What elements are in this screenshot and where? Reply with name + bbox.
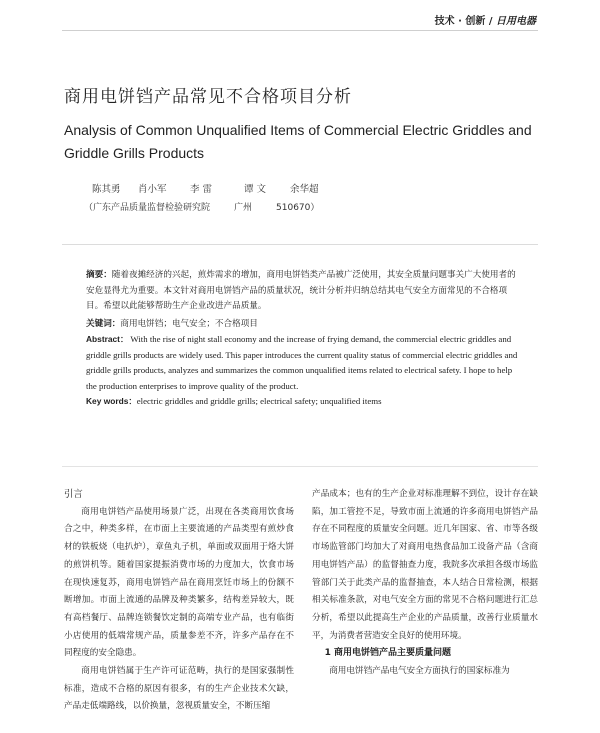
affiliation: [84, 200, 343, 213]
title-divider: [62, 244, 538, 245]
journal-brand-logo: 日用电器: [496, 16, 536, 27]
article-title-cn: 商用电饼铛产品常见不合格项目分析: [64, 87, 352, 107]
section-1-heading: 1 商用电饼铛产品主要质量问题: [324, 648, 451, 659]
abstract-en: [86, 332, 518, 394]
affiliation-city: 广州: [234, 203, 253, 213]
author-name: 肖小军: [138, 184, 167, 195]
abstract-en-text: With the rise of night stall economy and the increase of frying demand, the commercial electric griddles and griddle grills products are widely used. This paper introduces the current quality status of commercial electric griddles and griddle grills products, analyzes and summarizes the common unqualified items related to electrical safety. I hope to help the production enterprises to improve quality of the product.: [86, 334, 518, 391]
paragraph: 商用电饼铛产品使用场景广泛，出现在各类商用饮食场合之中，种类多样，在市面上主要流通的产品类型有煎炒食材的铁板烧（电扒炉），章鱼丸子机，单面或双面用于烙大饼的煎饼机等。随着国家提振消费市场的力度加大，饮食市场在现快速复苏，商用电饼铛产品在商用烹饪市场上的份额不断增加。市面上流通的品牌及种类繁多，结构差异较大，既有高档餐厅、品牌连锁餐饮定制的高端专业产品，也有临街小店使用的低端常规产品，质量参差不齐，许多产品存在不同程度的安全隐患。: [64, 506, 294, 659]
body-column-left: [64, 486, 294, 716]
keywords-en-label: Key words：: [86, 396, 137, 406]
paragraph: 商用电饼铛产品电气安全方面执行的国家标准为: [329, 666, 510, 677]
paragraph: 产品成本；也有的生产企业对标准理解不到位，设计存在缺陷，加工管控不足，导致市面上流通的许多商用电饼铛产品存在不同程度的质量安全问题。近几年国家、省、市等各级市场监管部门均加大了对商用电热食品加工设备产品（含商用电饼铛产品）的监督抽查力度，我院多次承担各级市场监管部门关于此类产品的监督抽查，本人结合日常检测，根据相关标准条款，对电气安全方面的常见不合格问题进行汇总分析，希望以此提高生产企业的产品质量，改善行业质量水平，为消费者营造安全良好的使用环境。: [312, 489, 538, 641]
abstract-cn-label: 摘要：: [86, 270, 112, 280]
author-name: 李 雷: [190, 184, 213, 195]
section-tag-text: 技术 · 创新 /: [434, 16, 496, 27]
keywords-cn: [86, 317, 518, 333]
header-divider: [62, 30, 538, 31]
article-title-en: Analysis of Common Unqualified Items of Commercial Electric Griddles and Griddle Grills Products: [64, 122, 532, 161]
author-name: 陈其勇: [92, 184, 121, 195]
keywords-en: [86, 394, 518, 410]
affiliation-org: （广东产品质量监督检验研究院: [84, 203, 211, 213]
abstract-en-label: Abstract：: [86, 334, 129, 344]
keywords-cn-text: 商用电饼铛；电气安全；不合格项目: [120, 318, 258, 329]
abstract-cn-text: 随着夜摊经济的兴起，煎炸需求的增加，商用电饼铛类产品被广泛使用，其安全质量问题事关广大使用者的安危显得尤为重要。本文针对商用电饼铛产品的质量状况，统计分析并归纳总结其电气安全方面常见的不合格项目。希望以此能够帮助生产企业改进产品质量。: [86, 270, 516, 311]
paragraph: 商用电饼铛属于生产许可证范畴，执行的是国家强制性标准，造成不合格的原因有很多，有的生产企业技术欠缺，产品走低端路线，以价换量，忽视质量安全，不断压缩: [64, 666, 294, 712]
keywords-en-text: electric griddles and griddle grills; electrical safety; unqualified items: [136, 396, 382, 406]
journal-section-tag: [435, 12, 536, 27]
keywords-cn-label: 关键词：: [86, 318, 121, 329]
affiliation-zip: 510670）: [276, 203, 320, 213]
author-name: 余华超: [290, 184, 319, 195]
abstract-divider: [62, 466, 538, 467]
author-name: 谭 文: [244, 184, 267, 195]
body-column-right: [312, 486, 538, 681]
intro-heading: 引言: [64, 489, 83, 500]
abstract-block: [86, 268, 518, 410]
abstract-cn: [86, 268, 518, 315]
